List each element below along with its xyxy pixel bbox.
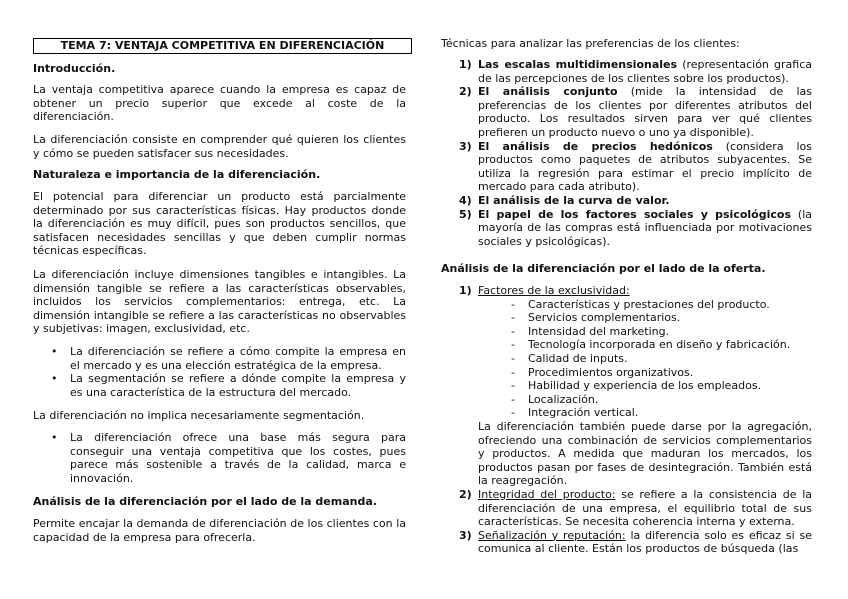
list-item: • La diferenciación se refiere a cómo compite la empresa en el mercado y es una elección estratégica de la empresa. xyxy=(33,345,406,372)
bullet-list-1 xyxy=(33,345,406,399)
list-item: 1) Las escalas multidimensionales (representación grafica de las percepciones de los clientes sobre los productos). xyxy=(459,58,813,85)
list-item: 3) Señalización y reputación: la diferencia solo es eficaz si se comunica al cliente. Están los productos de búsqueda (las xyxy=(459,528,813,556)
nature-paragraph-1: El potencial para diferenciar un producto está parcialmente determinado por sus características físicas. Hay productos donde la diferenciación es muy difícil, pues son productos sencillos, que satisfacen necesidades sencillas y que deben cumplir normas técnicas específicas. xyxy=(33,190,406,258)
intro-paragraph-1: La ventaja competitiva aparece cuando la empresa es capaz de obtener un precio superior que excede al coste de la diferenciación. xyxy=(33,83,406,124)
nature-paragraph-2: La diferenciación incluye dimensiones tangibles e intangibles. La dimensión tangible se refiere a las características observables, incluidos los servicios complementarios: entrega, etc. La dimensión intangible se refiere a las características no observables y subjetivas: imagen, exclusividad, etc. xyxy=(33,268,406,336)
factors-list xyxy=(478,298,812,420)
list-item: - Calidad de inputs. xyxy=(478,352,812,366)
list-item: 3) El análisis de precios hedónicos (considera los productos como paquetes de atributos subyacentes. Se utiliza la regresión para estimar el precio implícito de mercado para cada atributo). xyxy=(459,139,813,194)
list-item: - Procedimientos organizativos. xyxy=(478,366,812,380)
list-item: • La diferenciación ofrece una base más segura para conseguir una ventaja competitiva que los costes, pues parece más sostenible a través de la calidad, marca e innovación. xyxy=(33,431,406,485)
list-item: - Localización. xyxy=(478,393,812,407)
bullet-list-2 xyxy=(33,431,406,485)
list-item: • La segmentación se refiere a dónde compite la empresa y es una característica de la estructura del mercado. xyxy=(33,372,406,399)
demand-heading: Análisis de la diferenciación por el lado de la demanda. xyxy=(33,495,377,508)
intro-heading: Introducción. xyxy=(33,62,116,75)
intro-paragraph-2: La diferenciación consiste en comprender qué quieren los clientes y cómo se pueden satisfacer sus necesidades. xyxy=(33,133,406,160)
list-item: - Características y prestaciones del producto. xyxy=(478,298,812,312)
nature-heading: Naturaleza e importancia de la diferenciación. xyxy=(33,168,321,181)
integrity-title: Integridad del producto: xyxy=(478,487,616,501)
list-item: - Tecnología incorporada en diseño y fabricación. xyxy=(478,338,812,352)
signaling-title: Señalización y reputación: xyxy=(478,528,626,542)
list-item: - Habilidad y experiencia de los empleados. xyxy=(478,379,812,393)
list-item: 4) El análisis de la curva de valor. xyxy=(459,193,670,207)
techniques-list xyxy=(441,58,812,248)
list-item: 5) El papel de los factores sociales y psicológicos (la mayoría de las compras está influenciada por motivaciones sociales y psicológicas). xyxy=(459,207,812,248)
list-item: - Servicios complementarios. xyxy=(478,311,812,325)
factors-title: Factores de la exclusividad: xyxy=(478,284,630,297)
aggregation-paragraph: La diferenciación también puede darse por la agregación, ofreciendo una combinación de servicios complementarios y productos. A medida que maduran los mercados, los productos pasan por fases de desintegración. También está la reagregación. xyxy=(478,419,812,488)
supply-list xyxy=(441,284,812,556)
segmentation-note: La diferenciación no implica necesariamente segmentación. xyxy=(33,409,365,422)
techniques-intro: Técnicas para analizar las preferencias de los clientes: xyxy=(441,37,740,50)
list-item: 2) Integridad del producto: se refiere a la consistencia de la diferenciación de una empresa, el equilibrio total de sus características. Se necesita coherencia interna y externa. xyxy=(459,487,812,529)
list-item: 1) Factores de la exclusividad: - Características y prestaciones del producto. - Servicios complementarios. - Intensidad del marketing. - Tecnología incorporada en diseño y fabricación. - Calidad de inputs. - Procedimientos organizativos. - Habilidad y experiencia de los empleados. - Localización. - Integración vertical. La diferenciación también puede darse por la agregación, ofreciendo una combinación de servicios complementarios y productos. A medida que maduran los mercados, los productos pasan por fases de desintegración. También está la reagregación. xyxy=(441,284,812,488)
demand-paragraph: Permite encajar la demanda de diferenciación de los clientes con la capacidad de la empresa para ofrecerla. xyxy=(33,517,406,544)
document-title: TEMA 7: VENTAJA COMPETITIVA EN DIFERENCIACIÓN xyxy=(33,38,412,54)
list-item: - Integración vertical. xyxy=(478,406,812,420)
list-item: - Intensidad del marketing. xyxy=(478,325,812,339)
list-item: 2) El análisis conjunto (mide la intensidad de las preferencias de los clientes por diferentes atributos del producto. Los resultados sirven para ver qué clientes prefieren un producto nuevo o uno ya disponible). xyxy=(459,85,812,139)
supply-heading: Análisis de la diferenciación por el lado de la oferta. xyxy=(441,262,766,275)
